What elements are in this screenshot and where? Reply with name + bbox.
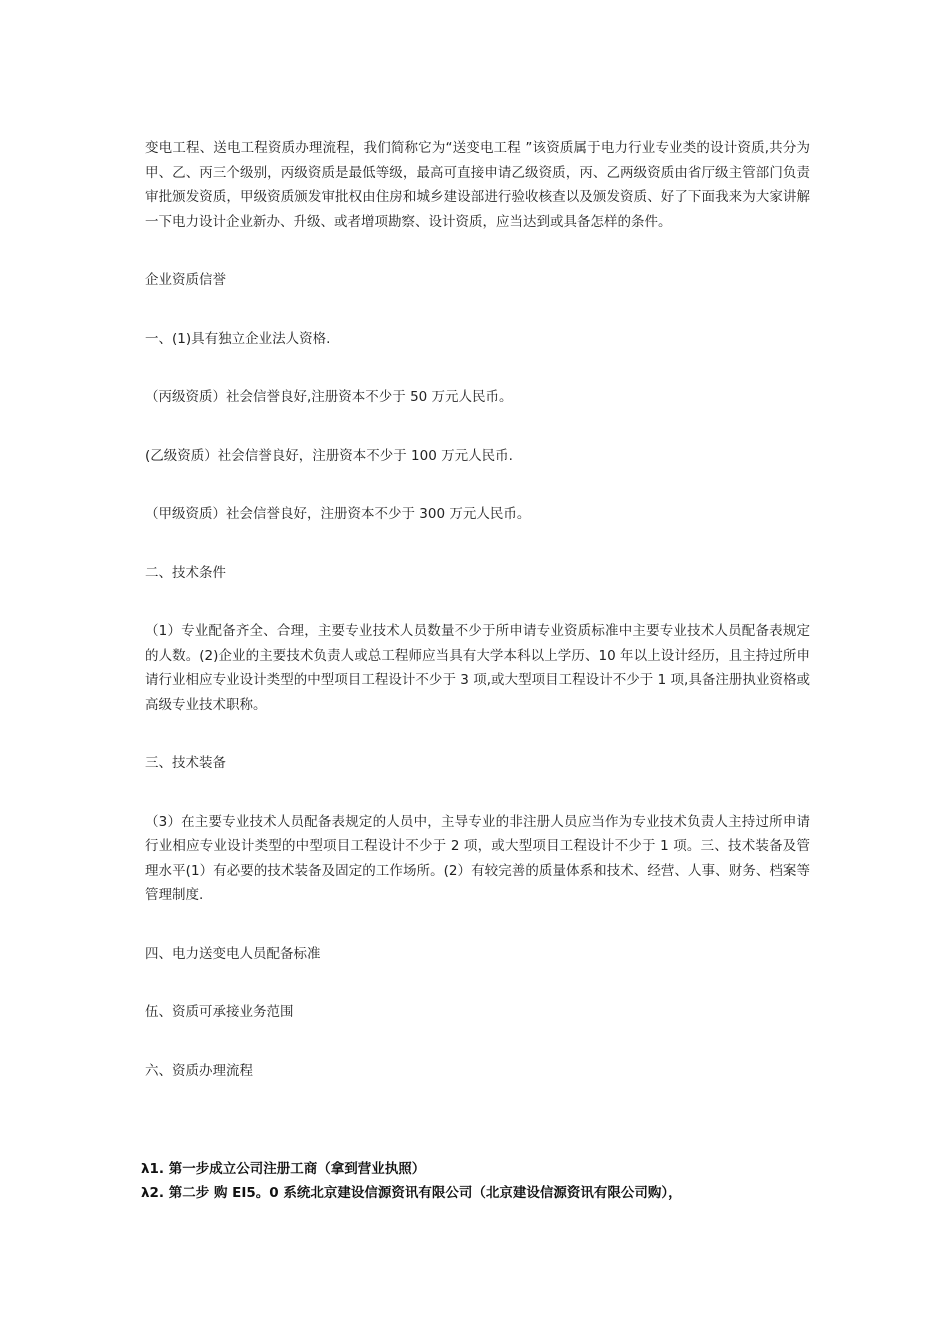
item-legal-entity: 一、(1)具有独立企业法人资格. [145,330,331,347]
heading-staff-standard: 四、电力送变电人员配备标准 [145,945,321,962]
tech-equipment-paragraph: （3）在主要专业技术人员配备表规定的人员中，主导专业的非注册人员应当作为专业技术负责人主持过所申请行业相应专业设计类型的中型项目工程设计不少于 2 项，或大型项目工程设计不少于 1 项。三、技术装备及管理水平(1）有必要的技术装备及固定的工作场所。(2）有较完善的质量体系和技术、经营、人事、财务、档案等管理制度. [145,813,810,903]
heading-tech-equipment: 三、技术装备 [145,755,226,771]
heading-reputation: 企业资质信誉 [145,272,226,288]
tech-conditions-paragraph: （1）专业配备齐全、合理，主要专业技术人员数量不少于所申请专业资质标准中主要专业技术人员配备表规定的人数。(2)企业的主要技术负责人或总工程师应当具有大学本科以上学历、10 年以上设计经历，且主持过所申请行业相应专业设计类型的中型项目工程设计不少于 3 项,或大型项目工程设计不少于 1 项,具备注册执业资格或高级专业技术职称。 [145,623,810,713]
process-step-2: λ2. 第二步 购 EI5。0 系统北京建设信源资讯有限公司（北京建设信源资讯有限公司购）， [141,1185,682,1201]
process-steps [141,1157,821,1205]
heading-business-scope: 伍、资质可承接业务范围 [145,1004,294,1020]
grade-c-requirement: （丙级资质）社会信誉良好,注册资本不少于 50 万元人民币。 [145,389,513,405]
grade-b-requirement: (乙级资质）社会信誉良好，注册资本不少于 100 万元人民币. [145,447,513,464]
document-body [145,136,810,1083]
intro-paragraph: 变电工程、送电工程资质办理流程，我们简称它为“送变电工程 ”该资质属于电力行业专业类的设计资质,共分为甲、乙、丙三个级别，丙级资质是最低等级，最高可直接申请乙级资质，丙、乙两级资质由省厅级主管部门负责审批颁发资质，甲级资质颁发审批权由住房和城乡建设部进行验收核查以及颁发资质、好了下面我来为大家讲解一下电力设计企业新办、升级、或者增项勘察、设计资质，应当达到或具备怎样的条件。 [145,140,810,230]
process-step-1: λ1. 第一步成立公司注册工商（拿到营业执照） [141,1161,426,1177]
grade-a-requirement: （甲级资质）社会信誉良好，注册资本不少于 300 万元人民币。 [145,506,531,522]
heading-tech-conditions: 二、技术条件 [145,564,226,581]
heading-process: 六、资质办理流程 [145,1062,253,1079]
